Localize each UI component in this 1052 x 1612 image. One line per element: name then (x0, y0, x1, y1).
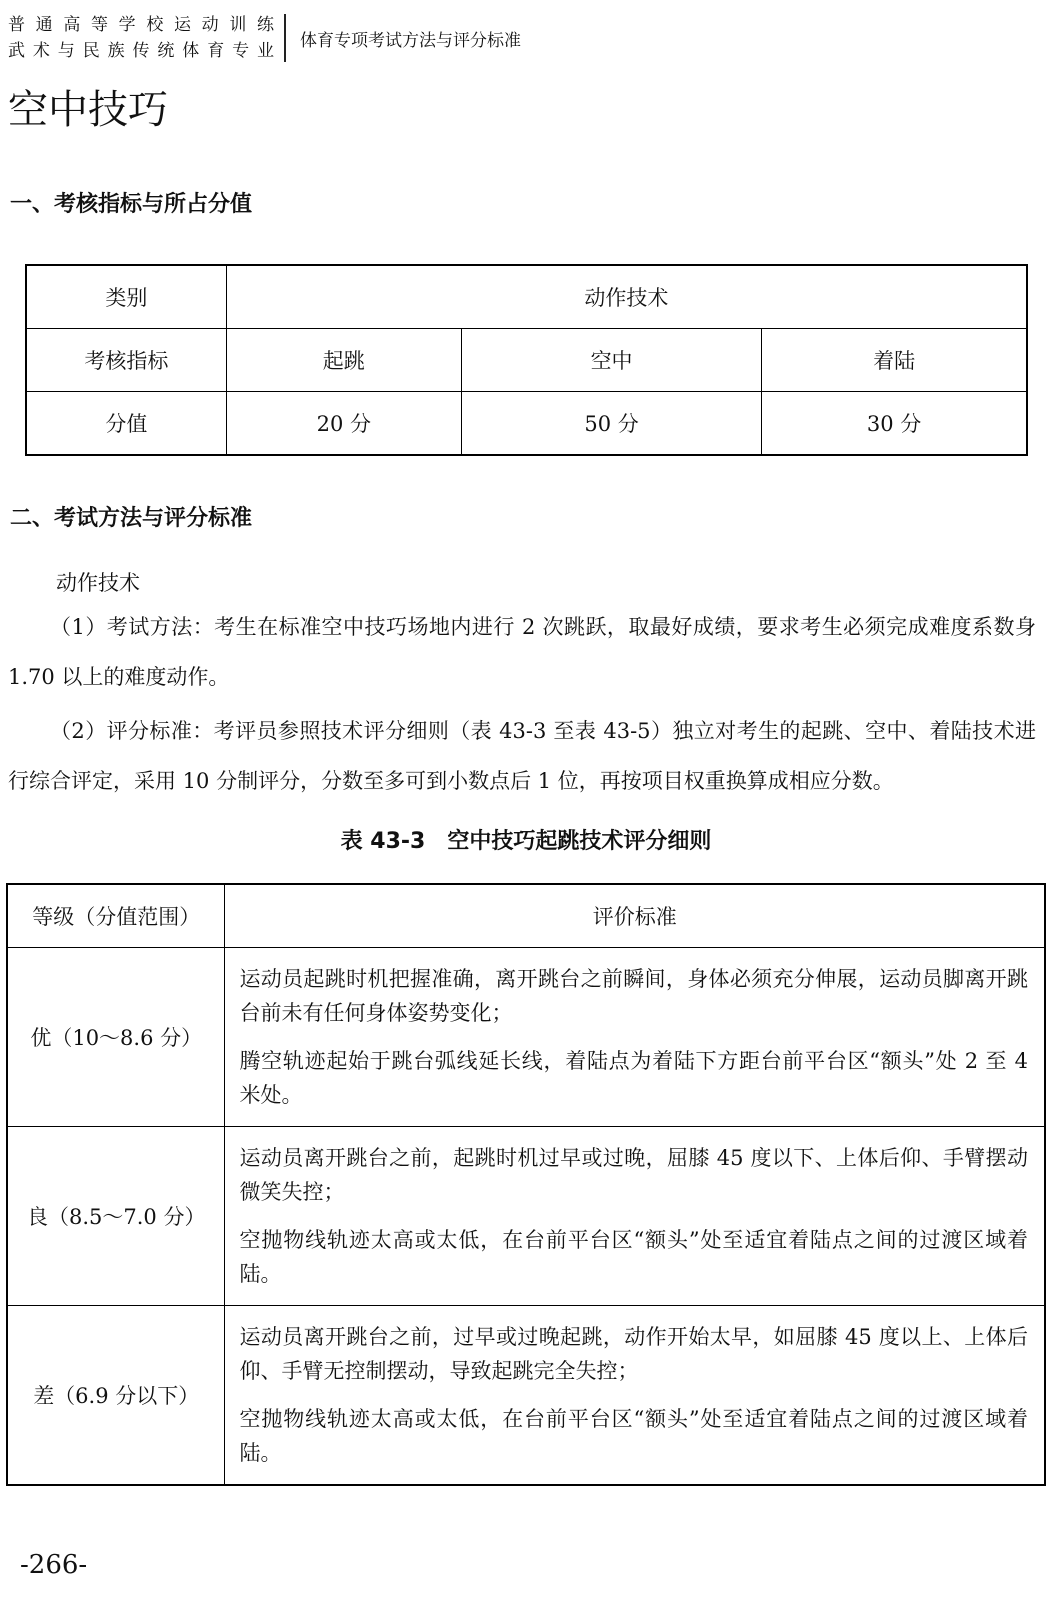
rubric-row-poor (7, 1306, 1045, 1486)
takeoff-rubric-table (6, 883, 1046, 1486)
rubric-header-grade: 等级（分值范围） (7, 884, 225, 948)
criteria-good (225, 1127, 1045, 1306)
paragraph-exam-method: （1）考试方法：考生在标准空中技巧场地内进行 2 次跳跃，取最好成绩，要求考生必须完成难度系数身 1.70 以上的难度动作。 (8, 615, 1036, 689)
cell-indicator-air: 空中 (461, 329, 761, 392)
series-title-line2: 武术与民族传统体育专业 (8, 41, 274, 61)
cell-category-label: 类别 (26, 265, 226, 329)
running-head (8, 12, 1052, 64)
header-divider (284, 14, 286, 62)
grade-poor: 差（6.9 分以下） (7, 1306, 225, 1486)
table-row-points (26, 392, 1027, 456)
criteria-excellent (225, 948, 1045, 1127)
score-weight-table (25, 264, 1028, 456)
rubric-header-criteria: 评价标准 (225, 884, 1045, 948)
series-title-line1: 普通高等学校运动训练 (8, 15, 274, 35)
sub-heading-action-technique: 动作技术 (56, 571, 140, 595)
criteria-excellent-p1: 运动员起跳时机把握准确，离开跳台之前瞬间，身体必须充分伸展，运动员脚离开跳台前未有任何身体姿势变化； (239, 967, 1028, 1025)
page-title: 空中技巧 (8, 87, 168, 133)
cell-category-value: 动作技术 (226, 265, 1027, 329)
cell-points-air: 50 分 (461, 392, 761, 456)
criteria-excellent-p2: 腾空轨迹起始于跳台弧线延长线，着陆点为着陆下方距台前平台区“额头”处 2 至 4 米处。 (239, 1049, 1028, 1107)
criteria-poor (225, 1306, 1045, 1486)
page-number: -266- (20, 1550, 88, 1580)
criteria-good-p1: 运动员离开跳台之前，起跳时机过早或过晚，屈膝 45 度以下、上体后仰、手臂摆动微笑失控； (239, 1146, 1028, 1204)
grade-good: 良（8.5～7.0 分） (7, 1127, 225, 1306)
rubric-row-good (7, 1127, 1045, 1306)
paragraph-scoring-standard: （2）评分标准：考评员参照技术评分细则（表 43-3 至表 43-5）独立对考生的起跳、空中、着陆技术进行综合评定，采用 10 分制评分，分数至多可到小数点后 1 位，再按项目权重换算成相应分数。 (8, 719, 1036, 793)
grade-excellent: 优（10～8.6 分） (7, 948, 225, 1127)
table-row-indicators (26, 329, 1027, 392)
section-heading-2: 二、考试方法与评分标准 (10, 506, 253, 531)
cell-points-landing: 30 分 (762, 392, 1027, 456)
document-page (0, 12, 1052, 1612)
criteria-poor-p2: 空抛物线轨迹太高或太低，在台前平台区“额头”处至适宜着陆点之间的过渡区域着陆。 (239, 1407, 1028, 1465)
rubric-row-excellent (7, 948, 1045, 1127)
table-43-3-caption: 表 43-3 空中技巧起跳技术评分细则 (340, 829, 712, 854)
cell-indicator-takeoff: 起跳 (226, 329, 461, 392)
rubric-header-row (7, 884, 1045, 948)
table-row-category (26, 265, 1027, 329)
cell-points-takeoff: 20 分 (226, 392, 461, 456)
criteria-poor-p1: 运动员离开跳台之前，过早或过晚起跳，动作开始太早，如屈膝 45 度以上、上体后仰、手臂无控制摆动，导致起跳完全失控； (239, 1325, 1028, 1383)
book-title: 体育专项考试方法与评分标准 (300, 30, 521, 51)
cell-indicator-landing: 着陆 (762, 329, 1027, 392)
cell-points-label: 分值 (26, 392, 226, 456)
series-title (8, 12, 274, 64)
criteria-good-p2: 空抛物线轨迹太高或太低，在台前平台区“额头”处至适宜着陆点之间的过渡区域着陆。 (239, 1228, 1028, 1286)
section-heading-1: 一、考核指标与所占分值 (10, 192, 253, 217)
cell-indicator-label: 考核指标 (26, 329, 226, 392)
